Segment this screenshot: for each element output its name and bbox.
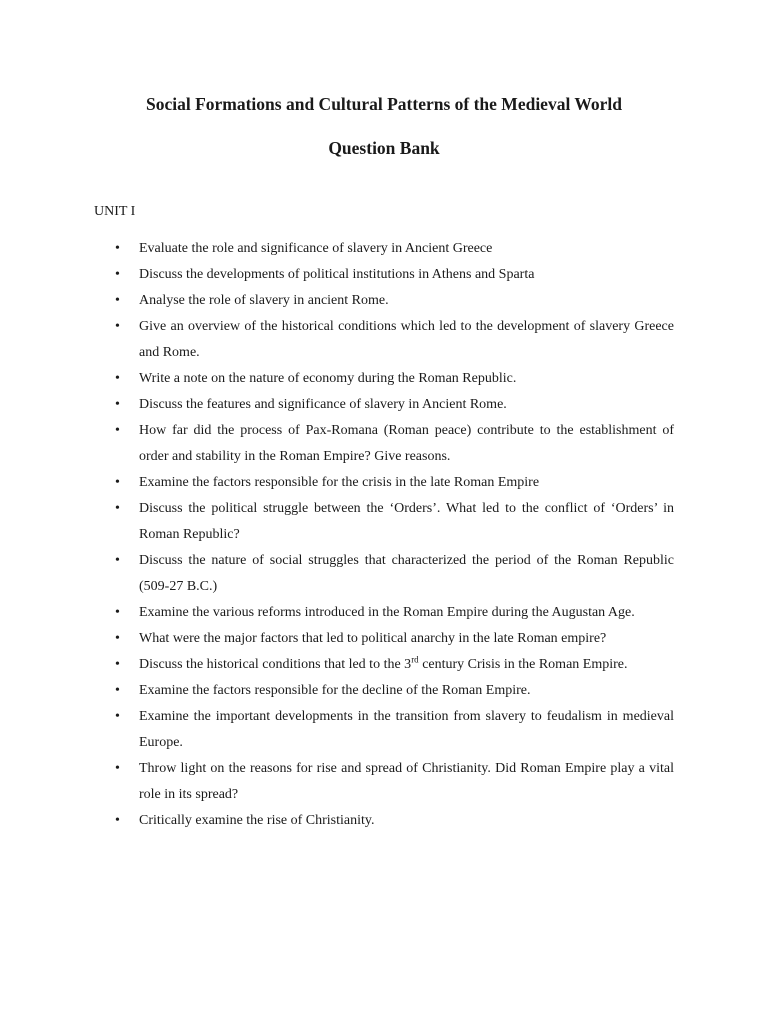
question-item bbox=[115, 366, 674, 392]
question-item bbox=[115, 288, 674, 314]
question-text: Critically examine the rise of Christianity. bbox=[139, 813, 375, 828]
bullet-icon: • bbox=[115, 553, 120, 568]
question-item bbox=[115, 392, 674, 418]
question-text: Write a note on the nature of economy during the Roman Republic. bbox=[139, 371, 517, 386]
bullet-icon: • bbox=[115, 605, 120, 620]
question-list bbox=[94, 236, 674, 834]
bullet-icon: • bbox=[115, 813, 120, 828]
bullet-icon: • bbox=[115, 371, 120, 386]
question-item bbox=[115, 808, 674, 834]
question-item bbox=[115, 626, 674, 652]
bullet-icon: • bbox=[115, 397, 120, 412]
bullet-icon: • bbox=[115, 683, 120, 698]
bullet-icon: • bbox=[115, 631, 120, 646]
question-text: Discuss the nature of social struggles that characterized the period of the Roman Republic (509-27 B.C.) bbox=[139, 553, 674, 594]
question-item bbox=[115, 704, 674, 756]
bullet-icon: • bbox=[115, 423, 120, 438]
bullet-icon: • bbox=[115, 319, 120, 334]
document-title: Social Formations and Cultural Patterns of the Medieval World bbox=[145, 94, 623, 114]
question-item bbox=[115, 652, 674, 678]
question-item bbox=[115, 600, 674, 626]
question-text: How far did the process of Pax-Romana (Roman peace) contribute to the establishment of order and stability in the Roman Empire? Give reasons. bbox=[139, 423, 674, 464]
question-item bbox=[115, 548, 674, 600]
bullet-icon: • bbox=[115, 267, 120, 282]
bullet-icon: • bbox=[115, 475, 120, 490]
question-text: Analyse the role of slavery in ancient Rome. bbox=[139, 293, 389, 308]
bullet-icon: • bbox=[115, 657, 120, 672]
question-text: Give an overview of the historical conditions which led to the development of slavery Greece and Rome. bbox=[139, 319, 674, 360]
question-item bbox=[115, 262, 674, 288]
bullet-icon: • bbox=[115, 293, 120, 308]
question-text: Examine the factors responsible for the decline of the Roman Empire. bbox=[139, 683, 531, 698]
question-text: Examine the factors responsible for the crisis in the late Roman Empire bbox=[139, 475, 540, 490]
bullet-icon: • bbox=[115, 501, 120, 516]
question-text: Discuss the developments of political institutions in Athens and Sparta bbox=[139, 267, 535, 282]
question-item bbox=[115, 314, 674, 366]
unit-heading: UNIT I bbox=[94, 204, 136, 219]
question-text: century Crisis in the Roman Empire. bbox=[418, 657, 628, 672]
question-text: Examine the various reforms introduced in the Roman Empire during the Augustan Age. bbox=[139, 605, 635, 620]
question-text: Discuss the political struggle between the ‘Orders’. What led to the conflict of ‘Orders’ in Roman Republic? bbox=[139, 501, 674, 542]
question-text: Discuss the historical conditions that led to the 3 bbox=[139, 657, 412, 672]
question-text: Discuss the features and significance of slavery in Ancient Rome. bbox=[139, 397, 507, 412]
question-item bbox=[115, 496, 674, 548]
question-item bbox=[115, 470, 674, 496]
bullet-icon: • bbox=[115, 761, 120, 776]
bullet-icon: • bbox=[115, 709, 120, 724]
question-text: What were the major factors that led to political anarchy in the late Roman empire? bbox=[139, 631, 607, 646]
bullet-icon: • bbox=[115, 241, 120, 256]
question-item bbox=[115, 756, 674, 808]
ordinal-superscript: rd bbox=[411, 654, 419, 665]
question-item bbox=[115, 418, 674, 470]
document-subtitle: Question Bank bbox=[328, 138, 440, 158]
question-text: Evaluate the role and significance of slavery in Ancient Greece bbox=[139, 241, 493, 256]
question-item bbox=[115, 236, 674, 262]
question-text: Examine the important developments in the transition from slavery to feudalism in medieval Europe. bbox=[139, 709, 674, 750]
question-text: Throw light on the reasons for rise and spread of Christianity. Did Roman Empire play a vital role in its spread? bbox=[139, 761, 674, 802]
question-item bbox=[115, 678, 674, 704]
